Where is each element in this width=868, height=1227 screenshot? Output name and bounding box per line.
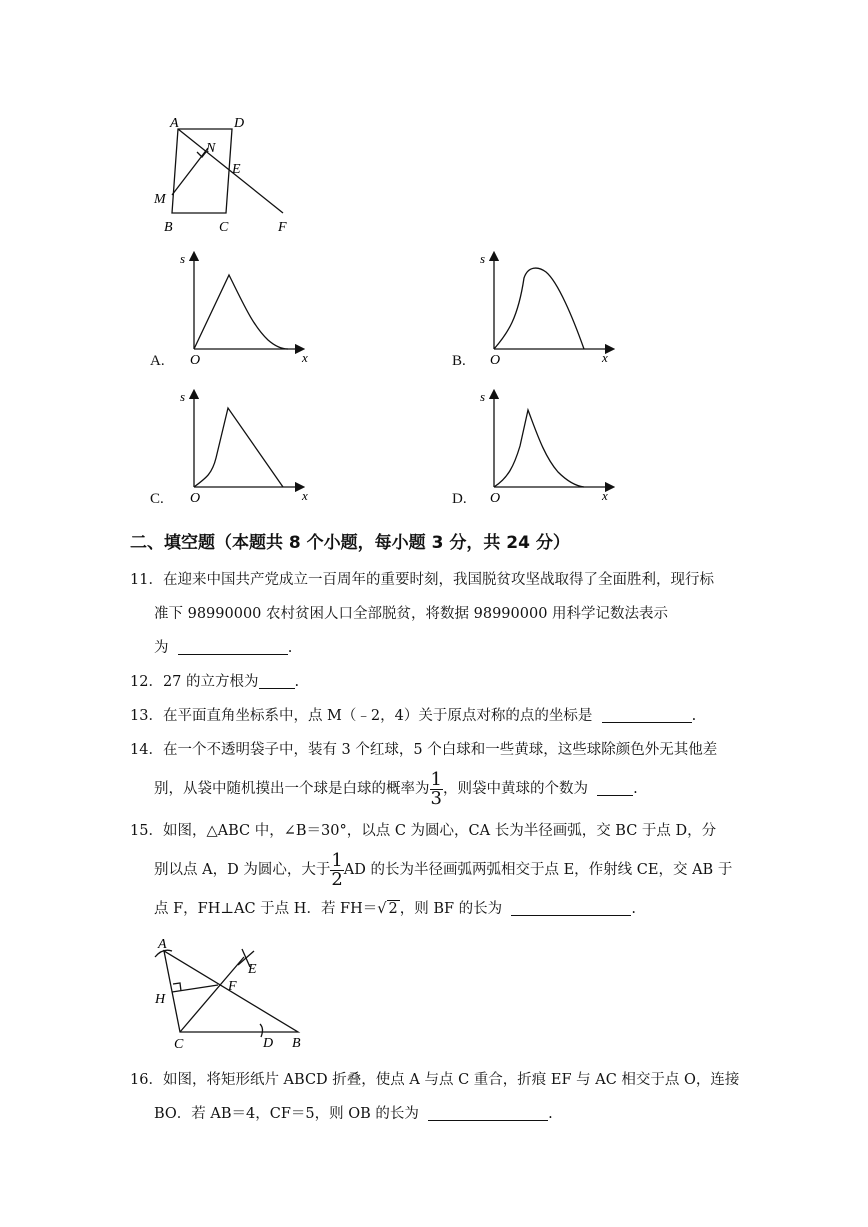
graph-option-b[interactable] bbox=[450, 248, 630, 373]
pt-E: E bbox=[232, 162, 241, 177]
pt-H: H bbox=[155, 992, 166, 1007]
option-label: C. bbox=[150, 491, 164, 507]
figure-triangle-abc bbox=[150, 935, 315, 1050]
pt-F: F bbox=[228, 979, 237, 994]
pt-F: F bbox=[278, 220, 287, 235]
x-label: x bbox=[602, 488, 608, 503]
pt-C: C bbox=[174, 1037, 184, 1050]
origin-label: O bbox=[190, 353, 201, 368]
answer-blank-16[interactable] bbox=[428, 1104, 548, 1121]
option-label: D. bbox=[452, 491, 467, 507]
pt-E: E bbox=[248, 962, 257, 977]
question-12: 12．27 的立方根为 . bbox=[130, 674, 300, 690]
pt-C: C bbox=[219, 220, 229, 235]
origin-label: O bbox=[490, 353, 501, 368]
x-label: x bbox=[302, 488, 308, 503]
origin-label: O bbox=[190, 491, 201, 506]
pt-M: M bbox=[154, 192, 166, 207]
pt-A: A bbox=[158, 937, 167, 952]
figure-parallelogram bbox=[150, 110, 300, 240]
x-label: x bbox=[302, 350, 308, 365]
pt-D: D bbox=[263, 1036, 274, 1050]
graph-option-c[interactable] bbox=[148, 386, 328, 511]
y-label: s bbox=[180, 251, 186, 266]
question-14: 14．在一个不透明袋子中，装有 3 个红球，5 个白球和一些黄球，这些球除颜色外无其他差 别，从袋中随机摸出一个球是白球的概率为 $\frac{1}{3}$ ，则袋中黄球的个数为 . bbox=[130, 742, 718, 809]
pt-N: N bbox=[206, 141, 216, 156]
answer-blank-13[interactable] bbox=[602, 706, 692, 723]
pt-B: B bbox=[164, 220, 173, 235]
pt-A: A bbox=[170, 116, 179, 131]
section-title: 二、填空题（本题共 8 个小题，每小题 3 分，共 24 分） bbox=[130, 533, 570, 553]
fraction-one-half: $\frac{1}{2}$ bbox=[331, 849, 343, 890]
graph-option-a[interactable] bbox=[148, 248, 328, 373]
pt-B: B bbox=[292, 1036, 301, 1050]
graph-option-d[interactable] bbox=[450, 386, 630, 511]
question-16: 16．如图，将矩形纸片 ABCD 折叠，使点 A 与点 C 重合，折痕 EF 与 AC 相交于点 O，连接 BO．若 AB＝4，CF＝5，则 OB 的长为 . bbox=[130, 1072, 740, 1122]
fraction-one-third: $\frac{1}{3}$ bbox=[430, 768, 442, 809]
y-label: s bbox=[180, 389, 186, 404]
answer-blank-14[interactable] bbox=[597, 779, 633, 796]
question-15: 15．如图，△ABC 中，∠B＝30°，以点 C 为圆心，CA 长为半径画弧，交 BC 于点 D，分 别以点 A，D 为圆心，大于 $\frac{1}{2}$ AD 的长为半径画弧两弧相交于点 E，作射线 CE，交 AB 于 点 F，FH⊥AC 于点 H．若 FH＝√ 2 ，则 BF 的长为 . bbox=[130, 823, 733, 917]
answer-blank-12[interactable] bbox=[259, 672, 295, 689]
option-label: A. bbox=[150, 353, 165, 369]
answer-blank-15[interactable] bbox=[511, 899, 631, 916]
origin-label: O bbox=[490, 491, 501, 506]
pt-D: D bbox=[234, 116, 245, 131]
y-label: s bbox=[480, 389, 486, 404]
question-13: 13．在平面直角坐标系中，点 M（﹣2，4）关于原点对称的点的坐标是 . bbox=[130, 708, 697, 724]
answer-blank-11[interactable] bbox=[178, 638, 288, 655]
sqrt-two: 2 bbox=[388, 901, 398, 917]
x-label: x bbox=[602, 350, 608, 365]
question-11: 11．在迎来中国共产党成立一百周年的重要时刻，我国脱贫攻坚战取得了全面胜利，现行标 准下 98990000 农村贫困人口全部脱贫，将数据 98990000 用科学记数法表示 为 . bbox=[130, 572, 714, 656]
option-label: B. bbox=[452, 353, 466, 369]
y-label: s bbox=[480, 251, 486, 266]
